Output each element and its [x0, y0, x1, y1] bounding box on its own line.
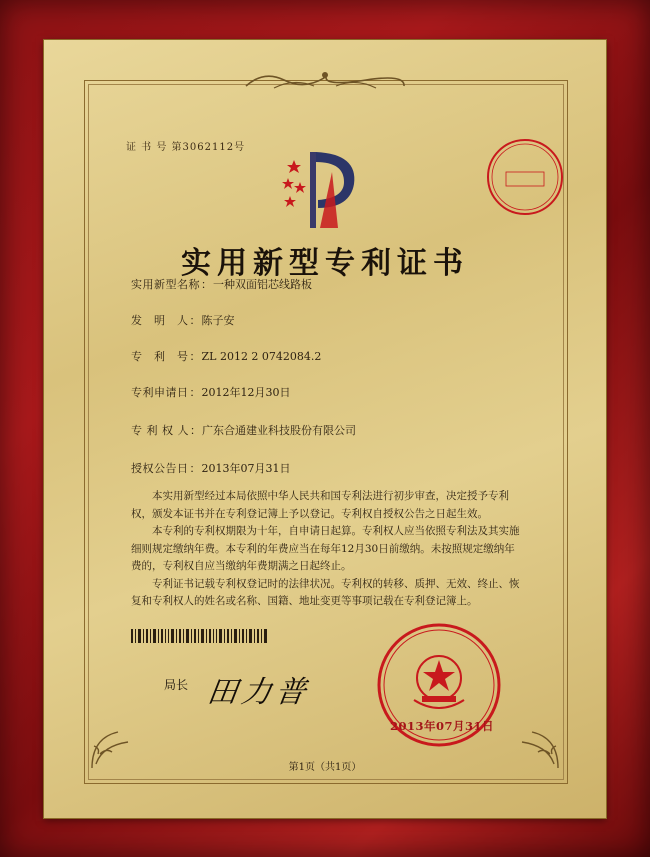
- field-label: 发 明 人: [131, 314, 189, 327]
- top-ornament-icon: [244, 68, 406, 92]
- field-label: 专利申请日: [131, 386, 189, 399]
- director-signature: 田力普: [205, 675, 312, 710]
- barcode-icon: [131, 629, 267, 643]
- field-inventor: 发 明 人：陈子安: [131, 314, 235, 327]
- field-patentee: 专 利 权 人：广东合通建业科技股份有限公司: [131, 424, 356, 437]
- field-label: 专 利 号: [131, 350, 189, 363]
- director-label: 局长: [164, 678, 189, 692]
- field-label: 实用新型名称: [131, 278, 200, 291]
- field-utility-model-name: 实用新型名称：一种双面铝芯线路板: [131, 278, 312, 291]
- body-paragraph: 本实用新型经过本局依照中华人民共和国专利法进行初步审查，决定授予专利权，颁发本证书并在专利登记簿上予以登记。专利权自授权公告之日起生效。: [131, 490, 509, 520]
- certificate-number-value: 第3062112号: [171, 142, 246, 153]
- body-paragraph: 专利证书记载专利权登记时的法律状况。专利权的转移、质押、无效、终止、恢复和专利权人的姓名或名称、国籍、地址变更等事项记载在专利登记簿上。: [131, 577, 520, 607]
- field-patent-number: 专 利 号：ZL 2012 2 0742084.2: [131, 350, 322, 363]
- page-number: 第1页（共1页）: [288, 762, 362, 773]
- field-value: 2013年07月31日: [201, 462, 291, 475]
- field-value: 陈子安: [201, 314, 235, 327]
- field-value: 一种双面铝芯线路板: [213, 278, 312, 291]
- field-application-date: 专利申请日：2012年12月30日: [131, 386, 291, 399]
- field-label: 授权公告日: [131, 462, 189, 475]
- certificate-plate: [44, 40, 606, 818]
- certificate-number-label: 证 书 号: [126, 142, 168, 153]
- field-value: 广东合通建业科技股份有限公司: [202, 424, 356, 437]
- certificate-number: [126, 138, 245, 153]
- field-label: 专 利 权 人: [131, 424, 189, 437]
- agency-seal-icon: [484, 136, 566, 218]
- certificate-body: [131, 488, 523, 611]
- certificate-title: 实用新型专利证书: [181, 246, 469, 281]
- field-grant-date: 授权公告日：2013年07月31日: [131, 462, 291, 475]
- field-value: 2012年12月30日: [201, 386, 291, 399]
- seal-date: 2013年07月31日: [390, 719, 495, 733]
- body-paragraph: 本专利的专利权期限为十年，自申请日起算。专利权人应当依照专利法及其实施细则规定缴纳年费。本专利的年费应当在每年12月30日前缴纳。未按照规定缴纳年费的，专利权自应当缴纳年费期满之日起终止。: [131, 525, 520, 572]
- field-value: ZL 2012 2 0742084.2: [201, 350, 322, 363]
- sipo-emblem-icon: [280, 132, 370, 240]
